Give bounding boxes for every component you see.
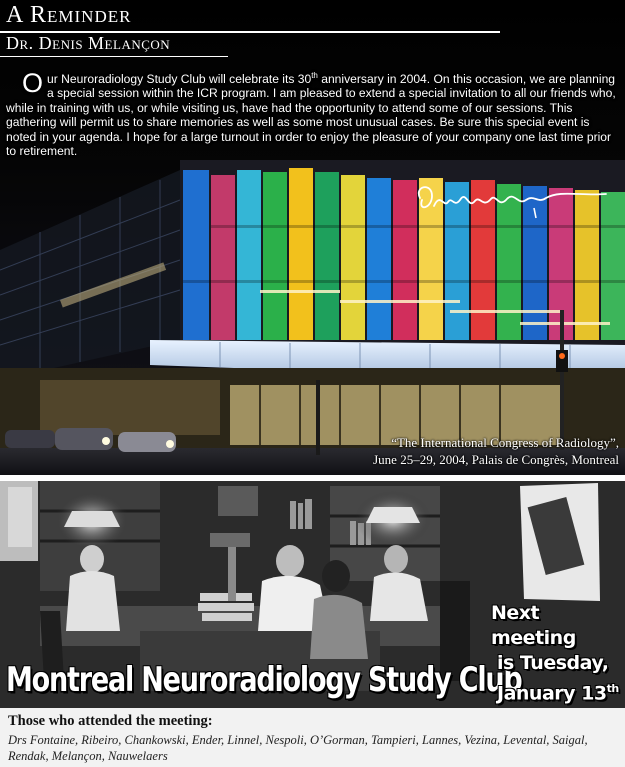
study-club-photo-panel bbox=[0, 479, 625, 708]
photo-caption bbox=[373, 434, 619, 468]
author-divider bbox=[0, 56, 228, 57]
ordinal-suffix: th bbox=[311, 70, 318, 80]
next-meeting-line2: is Tuesday, bbox=[497, 652, 609, 674]
handwritten-signature bbox=[410, 178, 610, 226]
reminder-paragraph bbox=[6, 68, 620, 159]
next-meeting-date-text: January 13 bbox=[497, 682, 607, 705]
next-meeting-line1: Next meeting bbox=[491, 602, 576, 649]
reminder-title: A Reminder bbox=[6, 2, 132, 28]
attendance-heading: Those who attended the meeting: bbox=[8, 713, 213, 729]
attendance-footer bbox=[0, 708, 625, 767]
drop-cap: O bbox=[22, 68, 44, 98]
next-meeting-notice bbox=[491, 601, 621, 706]
study-club-title: Montreal Neuroradiology Study Club bbox=[6, 661, 522, 700]
caption-line-date-place: June 25–29, 2004, Palais de Congrès, Montreal bbox=[373, 452, 619, 467]
paragraph-text-start: ur Neuroradiology Study Club will celebrate its 30 bbox=[47, 72, 312, 86]
next-meeting-date bbox=[491, 676, 621, 706]
author-name: Dr. Denis Melançon bbox=[6, 33, 171, 53]
attendee-list: Drs Fontaine, Ribeiro, Chankowski, Ender, Linnel, Nespoli, O’Gorman, Tampieri, Lannes, Vezina, Levental, Saigal, Rendak, Melançon, Nauwelaers bbox=[8, 733, 588, 763]
date-ordinal-suffix: th bbox=[606, 682, 619, 695]
caption-line-event: “The International Congress of Radiology”, bbox=[391, 435, 619, 450]
paragraph-text-rest: anniversary in 2004. On this occasion, we are planning a special session within the ICR program. I am pleased to extend a special invitation to all our friends who, while in training with us, or while visiting us, have had the opportunity to attend some of our sessions. This gathering will permit us to share memories as well as some most unusual cases. Be sure this special event is noted in your agenda. I hope for a large turnout in order to enjoy the pleasure of your company one last time prior to retirement. bbox=[6, 72, 616, 159]
